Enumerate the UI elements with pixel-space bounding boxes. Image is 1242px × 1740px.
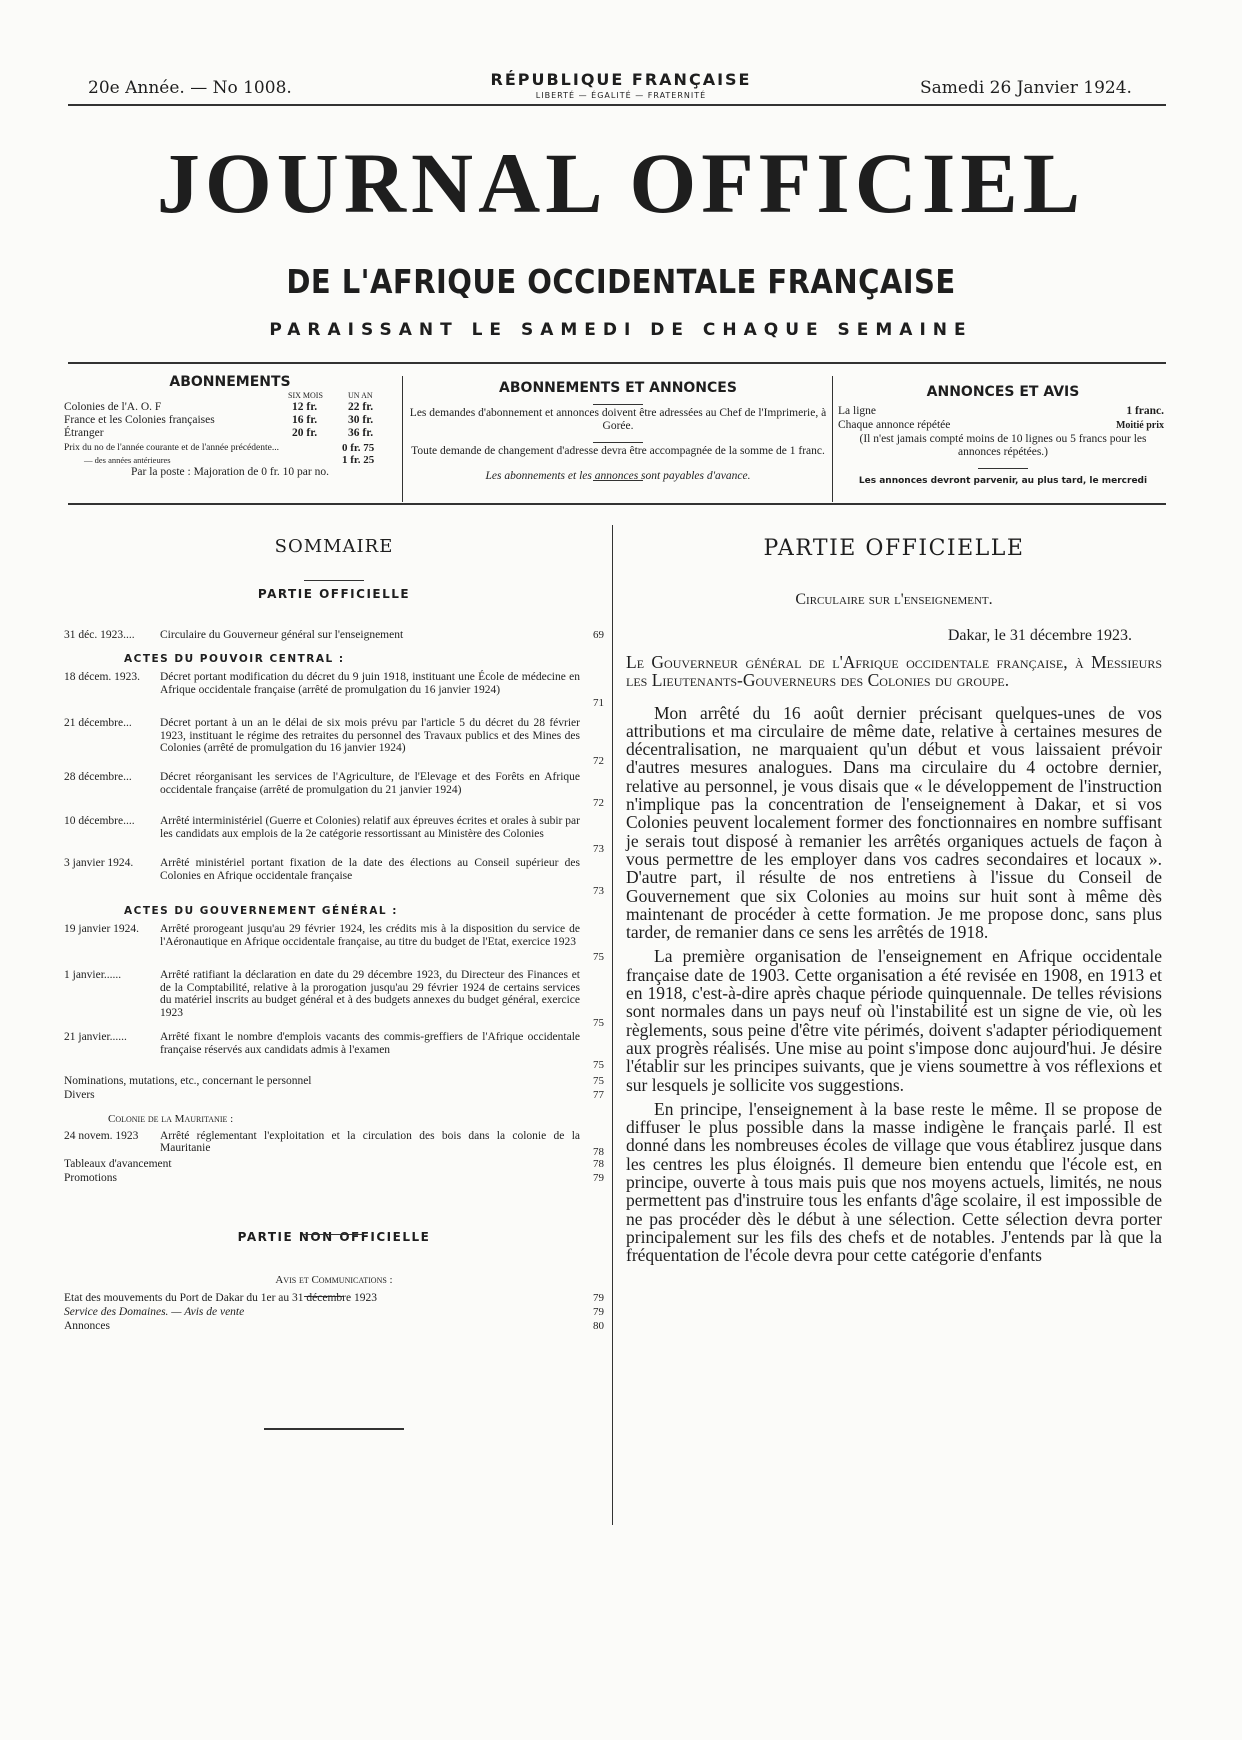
end-ornament	[264, 1428, 404, 1430]
journal-subtitle: DE L'AFRIQUE OCCIDENTALE FRANÇAISE	[286, 262, 956, 301]
republic-motto: LIBERTÉ — ÉGALITÉ — FRATERNITÉ	[535, 91, 707, 100]
abonnements-box: ABONNEMENTS SIX MOIS UN AN Colonies de l'A. O. F 12 fr. 22 fr. France et les Colonies françaises 16 fr. 30 fr. Étranger 20 fr. 36 fr. Prix du no de l'année courante et de l'année précédente... 0 fr. 75 — des années antérieures 1 fr. 25 Par la poste : Majoration de 0 fr. 10 par no.	[64, 376, 396, 479]
list-item: Divers 77	[64, 1089, 604, 1101]
list-item: 24 novem. 1923 Arrêté réglementant l'exploitation et la circulation des bois dans la colonie de la Mauritanie 78	[64, 1129, 604, 1158]
list-item: 19 janvier 1924. Arrêté prorogeant jusqu'au 29 février 1924, les crédits mis à la disposition du service de l'Aéronautique en Afrique occidentale française, au titre du budget de l'Etat, exercice 1923 75	[64, 923, 604, 963]
issue-date: Samedi 26 Janvier 1924.	[920, 78, 1132, 98]
list-item: 21 décembre... Décret portant à un an le délai de six mois prévu par l'article 5 du décret du 28 février 1923, instituant le régime des retraites du personnel des Travaux publics et des Mines des Colonies (arrêté de promulgation du 16 janvier 1924) 72	[64, 717, 604, 767]
actes-gouv-heading: ACTES DU GOUVERNEMENT GÉNÉRAL :	[124, 905, 398, 917]
list-item: 21 janvier...... Arrêté fixant le nombre d'emplois vacants des commis-greffiers de l'Afrique occidentale française réservés aux candidats admis à l'examen 75	[64, 1031, 604, 1071]
place-date: Dakar, le 31 décembre 1923.	[947, 627, 1132, 644]
article-body	[626, 704, 1162, 1265]
journal-title: JOURNAL OFFICIEL	[156, 135, 1086, 231]
publication-frequency: PARAISSANT LE SAMEDI DE CHAQUE SEMAINE	[269, 320, 973, 340]
mauritanie-heading: Colonie de la Mauritanie :	[108, 1113, 234, 1125]
abonnements-annonces-box: ABONNEMENTS ET ANNONCES Les demandes d'abonnement et annonces doivent être adressées au Chef de l'Imprimerie, à Gorée. Toute demande de changement d'adresse devra être accompagnée de la somme de 1 franc. Les abonnements et les annonces sont payables d'avance.	[409, 380, 827, 482]
abonnement-row: France et les Colonies françaises 16 fr. 30 fr.	[64, 414, 374, 426]
top-rule	[68, 104, 1166, 106]
article	[626, 536, 1162, 1271]
circulaire-title: Circulaire sur l'enseignement.	[795, 591, 993, 608]
list-item: Nominations, mutations, etc., concernant le personnel 75	[64, 1075, 604, 1087]
republic-name: RÉPUBLIQUE FRANÇAISE	[490, 70, 752, 89]
list-item: 31 déc. 1923.... Circulaire du Gouverneur général sur l'enseignement 69	[64, 629, 604, 641]
annonces-avis-box: ANNONCES ET AVIS La ligne 1 franc. Chaque annonce répétée Moitié prix (Il n'est jamais compté moins de 10 lignes ou 5 francs pour les annonces répétées.) Les annonces devront parvenir, au plus tard, le mercredi	[838, 386, 1168, 488]
paragraph: Mon arrêté du 16 août dernier précisant quelques-unes de vos attributions et ma circulaire de même date, relative à certaines mesures de décentralisation, ne marquaient qu'un début et vous laissaient prévoir d'autres mesures analogues. Dans ma circulaire du 4 octobre dernier, relative au personnel, je vous disais que « le développement de l'instruction n'implique pas la concentration de l'enseignement à Dakar, et si vos Colonies peuvent localement former des fonctionnaires en nombre suffisant je serais tout disposé à remanier les arrêtés organiques actuels de façon à vous permettre de les employer dans vos cadres secondaires et locaux ». D'autre part, il résulte de nos entretiens à l'issue du Conseil de Gouvernement que six Colonies au moins sur huit sont à même dès maintenant de procéder à cette formation. Je me propose donc, sans plus tarder, de remanier dans ce sens les arrêtés de 1918.	[626, 702, 1162, 943]
paragraph: La première organisation de l'enseignement en Afrique occidentale française date de 1903. Cette organisation a été revisée en 1908, en 1913 et en 1918, c'est-à-dire après chaque période quinquennale. De telles révisions sont normales dans un pays neuf où l'instabilité est un signe de vie, où les règlements, sous peine d'être vite périmés, doivent s'adapter périodiquement aux progrès réalisés. Une mise au point s'impose donc aujourd'hui. Je désire l'établir sur les principes suivants, que je viens soumettre à vos réflexions et sur lesquels je sollicite vos suggestions.	[626, 946, 1162, 1095]
address: Le Gouverneur général de l'Afrique occidentale française, à Messieurs les Lieutenants-Gouverneurs des Colonies du groupe.	[626, 652, 1162, 691]
list-item: Annonces 80	[64, 1320, 604, 1332]
actes-central-heading: ACTES DU POUVOIR CENTRAL :	[124, 653, 345, 665]
box-bottom-rule	[68, 503, 1166, 505]
avis-heading: Avis et Communications :	[275, 1273, 393, 1286]
list-item: 28 décembre... Décret réorganisant les services de l'Agriculture, de l'Elevage et des Forêts en Afrique occidentale française (arrêté de promulgation du 21 janvier 1924) 72	[64, 771, 604, 809]
sommaire-partie-non-officielle: PARTIE NON OFFICIELLE	[237, 1229, 431, 1244]
box-top-rule	[68, 362, 1166, 364]
sommaire-heading: SOMMAIRE	[274, 536, 394, 557]
sommaire-partie-officielle: PARTIE OFFICIELLE	[257, 587, 411, 601]
list-item: 18 décem. 1923. Décret portant modification du décret du 9 juin 1918, instituant une École de médecine en Afrique occidentale française (arrêté de promulgation du 16 janvier 1924) 71	[64, 671, 604, 709]
abonnement-row: Colonies de l'A. O. F 12 fr. 22 fr.	[64, 401, 374, 413]
list-item: Promotions 79	[64, 1171, 604, 1184]
issue-number: 20e Année. — No 1008.	[88, 78, 292, 98]
list-item: 10 décembre.... Arrêté interministériel (Guerre et Colonies) relatif aux épreuves écrites et orales à subir par les candidats aux emplois de la 2e catégorie ressortissant au Ministère des Colonies 73	[64, 815, 604, 855]
annonces-avis-heading: ANNONCES ET AVIS	[926, 384, 1080, 400]
column-divider	[612, 525, 613, 1525]
abonnements-heading: ABONNEMENTS	[169, 374, 291, 390]
list-item: Service des Domaines. — Avis de vente 79	[64, 1306, 604, 1318]
paragraph: En principe, l'enseignement à la base reste le même. Il se propose de diffuser le plus possible dans la masse indigène le français parlé. Il est donné dans les nombreuses écoles de village que vous établirez jusque dans les centres les plus éloignés. Il demeure bien entendu que l'école est, en principe, ouverte à tous mais puis que nos moyens actuels, limités, ne nous permettent pas d'instruire tous les enfants d'âge scolaire, il est impossible de ne pas procéder dès le début à une sélection. Cette sélection devra porter principalement sur les fils des chefs et de notables. J'entends par là que la fréquentation de l'école devra pour cette catégorie d'enfants	[626, 1098, 1162, 1266]
sommaire	[64, 536, 604, 1334]
list-item: Etat des mouvements du Port de Dakar du 1er au 31 décembre 1923 79	[64, 1292, 604, 1304]
abonnements-annonces-heading: ABONNEMENTS ET ANNONCES	[499, 380, 737, 396]
list-item: 1 janvier...... Arrêté ratifiant la déclaration en date du 29 décembre 1923, du Directeur des Finances et de la Comptabilité, relative à la prorogation jusqu'au 29 février 1924 de certains services du matériel inscrits au budget général et à des budgets annexes du budget général, exercice 1923 75	[64, 969, 604, 1029]
price-previous: — des années antérieures 1 fr. 25	[84, 454, 375, 466]
list-item: Tableaux d'avancement 78	[64, 1157, 604, 1170]
post-note: Par la poste : Majoration de 0 fr. 10 par no.	[130, 466, 329, 478]
abonnement-row: Étranger 20 fr. 36 fr.	[64, 427, 374, 439]
list-item: 3 janvier 1924. Arrêté ministériel portant fixation de la date des élections au Conseil supérieur des Colonies en Afrique occidentale française 73	[64, 857, 604, 897]
price-current: Prix du no de l'année courante et de l'année précédente... 0 fr. 75	[64, 442, 375, 454]
article-heading: PARTIE OFFICIELLE	[763, 536, 1025, 561]
